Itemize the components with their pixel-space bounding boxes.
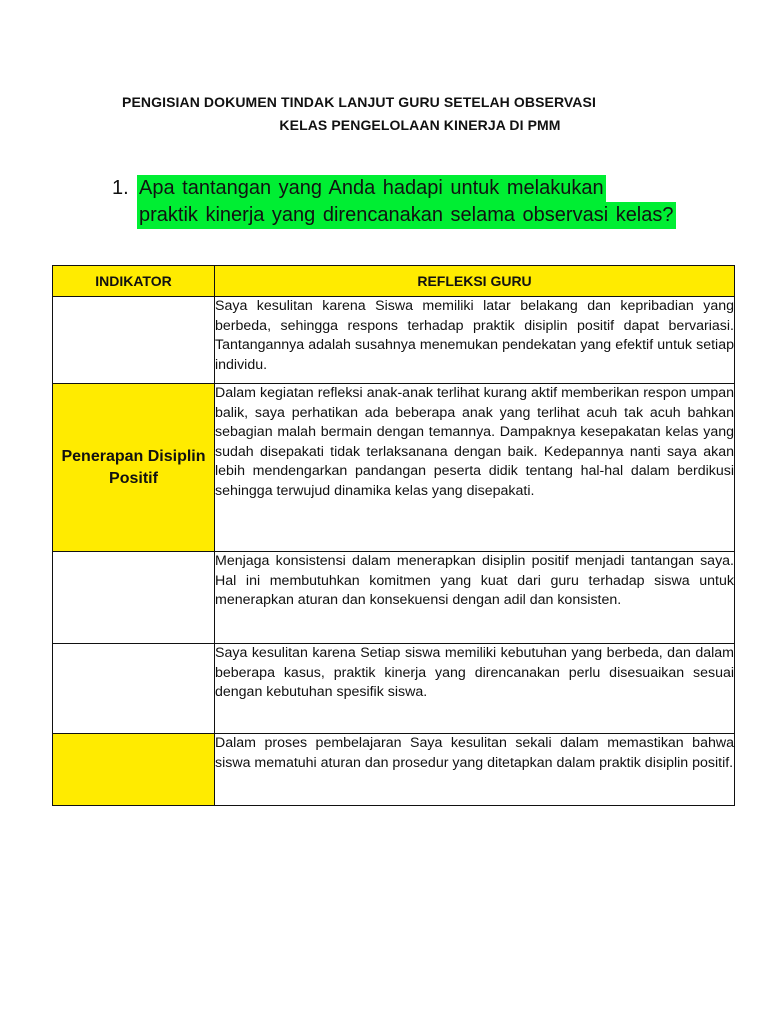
table-row [53, 297, 735, 384]
reflection-table [52, 265, 735, 806]
table-row [53, 644, 735, 734]
reflection-cell: Saya kesulitan karena Siswa memiliki latar belakang dan kepribadian yang berbeda, sehingga respons terhadap praktik disiplin positif dapat bervariasi. Tantangannya adalah susahnya menemukan pendekatan yang efektif untuk setiap individu. [215, 297, 735, 384]
reflection-cell: Saya kesulitan karena Setiap siswa memiliki kebutuhan yang berbeda, dan dalam beberapa kasus, praktik kinerja yang direncanakan perlu disesuaikan sesuai dengan kebutuhan spesifik siswa. [215, 644, 735, 734]
document-title-line1: PENGISIAN DOKUMEN TINDAK LANJUT GURU SETELAH OBSERVASI [122, 94, 596, 110]
indicator-cell [53, 644, 215, 734]
indicator-label: Penerapan Disiplin Positif [61, 447, 206, 487]
question-line-2: praktik kinerja yang direncanakan selama observasi kelas? [137, 202, 676, 229]
question-number: 1. [112, 177, 129, 199]
indicator-cell [53, 297, 215, 384]
indicator-cell [53, 734, 215, 806]
indicator-cell [53, 384, 215, 552]
table-header-row [53, 266, 735, 297]
table-row [53, 552, 735, 644]
question-line-1: Apa tantangan yang Anda hadapi untuk melakukan [137, 175, 606, 202]
indicator-cell [53, 552, 215, 644]
header-indikator: INDIKATOR [53, 266, 215, 297]
table-row [53, 384, 735, 552]
reflection-cell: Menjaga konsistensi dalam menerapkan disiplin positif menjadi tantangan saya. Hal ini membutuhkan komitmen yang kuat dari guru terhadap siswa untuk menerapkan aturan dan konsekuensi dengan adil dan konsisten. [215, 552, 735, 644]
reflection-cell: Dalam kegiatan refleksi anak-anak terlihat kurang aktif memberikan respon umpan balik, saya perhatikan ada beberapa anak yang terlihat acuh tak acuh bahkan sebagian malah bermain dengan temannya. Dampaknya kesepakatan kelas yang sudah disepakati tidak terlaksanana dengan baik. Kedepannya nanti saya akan lebih mendengarkan pandangan peserta didik tentang hal-hal dalam berdikusi sehingga terwujud dinamika kelas yang disepakati. [215, 384, 735, 552]
document-title-line2: KELAS PENGELOLAAN KINERJA DI PMM [279, 117, 561, 133]
header-refleksi-guru: REFLEKSI GURU [215, 266, 735, 297]
reflection-cell: Dalam proses pembelajaran Saya kesulitan sekali dalam memastikan bahwa siswa mematuhi aturan dan prosedur yang ditetapkan dalam praktik disiplin positif. [215, 734, 735, 806]
table-row [53, 734, 735, 806]
